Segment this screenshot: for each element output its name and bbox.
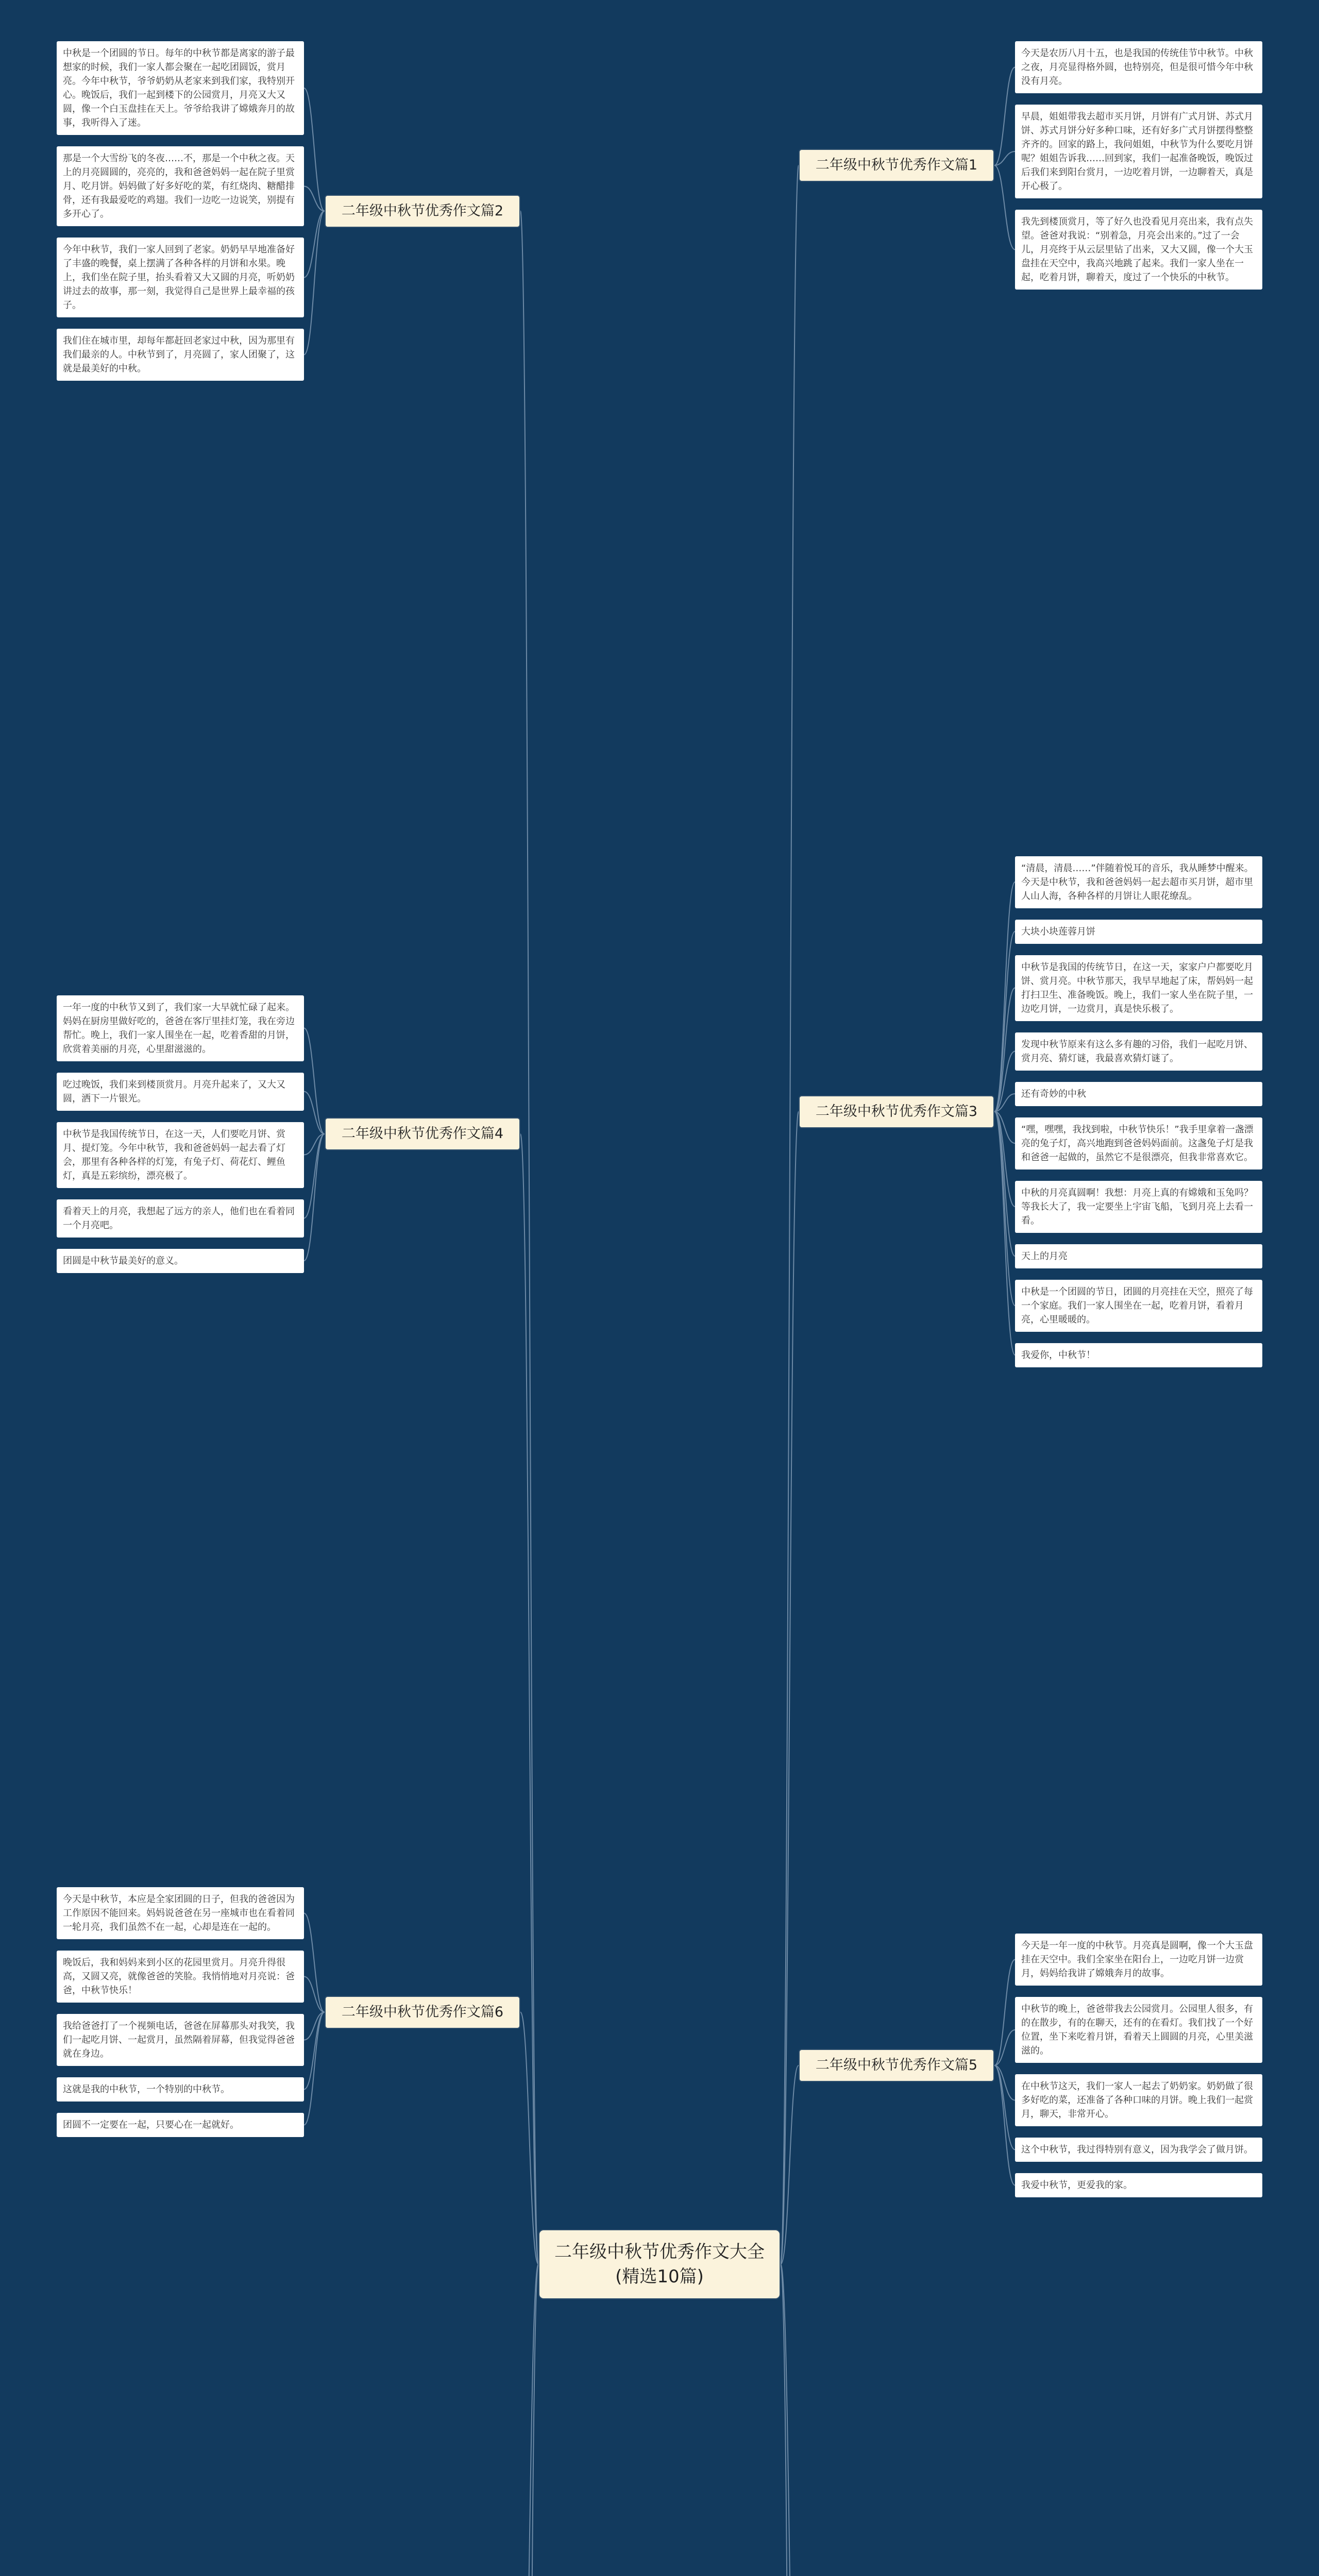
leaf-note[interactable]: 中秋是一个团圆的节日。每年的中秋节都是离家的游子最想家的时候，我们一家人都会聚在一起吃团圆饭，赏月亮。今年中秋节，爷爷奶奶从老家来到我们家，我特别开心。晚饭后，我们一起到楼下的公园赏月，月亮又大又圆，像一个白玉盘挂在天上。爷爷给我讲了嫦娥奔月的故事，我听得入了迷。 bbox=[57, 41, 304, 135]
connector-line bbox=[304, 1134, 325, 1261]
leaf-note[interactable]: 今天是农历八月十五，也是我国的传统佳节中秋节。中秋之夜，月亮显得格外圆，也特别亮，但是很可惜今年中秋没有月亮。 bbox=[1015, 41, 1262, 93]
connector-line bbox=[304, 1134, 325, 1218]
connector-line bbox=[781, 165, 799, 2264]
leaf-note[interactable]: 我先到楼顶赏月，等了好久也没看见月亮出来，我有点失望。爸爸对我说：“别着急，月亮会出来的。”过了一会儿，月亮终于从云层里钻了出来，又大又圆，像一个大玉盘挂在天空中，我高兴地跳了起来。我们一家人坐在一起，吃着月饼，聊着天，度过了一个快乐的中秋节。 bbox=[1015, 210, 1262, 290]
connector-line bbox=[994, 1960, 1015, 2066]
leaf-note[interactable]: 发现中秋节原来有这么多有趣的习俗，我们一起吃月饼、赏月亮、猜灯谜，我最喜欢猜灯谜了。 bbox=[1015, 1032, 1262, 1071]
connector-line bbox=[994, 151, 1015, 165]
root-topic[interactable]: 二年级中秋节优秀作文大全(精选10篇) bbox=[538, 2229, 781, 2299]
connector-line bbox=[304, 211, 325, 278]
leaf-note[interactable]: 中秋的月亮真圆啊！我想：月亮上真的有嫦娥和玉兔吗？等我长大了，我一定要坐上宇宙飞船，飞到月亮上去看一看。 bbox=[1015, 1181, 1262, 1233]
leaf-note[interactable]: 我们住在城市里，却每年都赶回老家过中秋，因为那里有我们最亲的人。中秋节到了，月亮圆了，家人团聚了，这就是最美好的中秋。 bbox=[57, 329, 304, 381]
leaf-note[interactable]: 吃过晚饭，我们来到楼顶赏月。月亮升起来了，又大又圆，洒下一片银光。 bbox=[57, 1073, 304, 1111]
leaf-note[interactable]: 在中秋节这天，我们一家人一起去了奶奶家。奶奶做了很多好吃的菜，还准备了各种口味的月饼。晚上我们一起赏月，聊天，非常开心。 bbox=[1015, 2074, 1262, 2126]
leaf-note[interactable]: 我给爸爸打了一个视频电话，爸爸在屏幕那头对我笑，我们一起吃月饼、一起赏月，虽然隔着屏幕，但我觉得爸爸就在身边。 bbox=[57, 2014, 304, 2066]
connector-line bbox=[304, 1913, 325, 2012]
connector-line bbox=[304, 1977, 325, 2012]
leaf-note[interactable]: “嘿，嘿嘿，我找到啦，中秋节快乐！”我手里拿着一盏漂亮的兔子灯，高兴地跑到爸爸妈妈面前。这盏兔子灯是我和爸爸一起做的，虽然它不是很漂亮，但我非常喜欢它。 bbox=[1015, 1117, 1262, 1170]
branch-topic[interactable]: 二年级中秋节优秀作文篇4 bbox=[325, 1117, 520, 1150]
connector-line bbox=[994, 882, 1015, 1112]
leaf-note[interactable]: 我爱中秋节，更爱我的家。 bbox=[1015, 2173, 1262, 2197]
leaf-note[interactable]: 晚饭后，我和妈妈来到小区的花园里赏月。月亮升得很高，又圆又亮，就像爸爸的笑脸。我悄悄地对月亮说：爸爸，中秋节快乐！ bbox=[57, 1951, 304, 2003]
leaf-note[interactable]: 这就是我的中秋节，一个特别的中秋节。 bbox=[57, 2077, 304, 2102]
leaf-note[interactable]: “清晨，清晨……”伴随着悦耳的音乐，我从睡梦中醒来。今天是中秋节，我和爸爸妈妈一起去超市买月饼，超市里人山人海，各种各样的月饼让人眼花缭乱。 bbox=[1015, 856, 1262, 908]
connector-line bbox=[994, 1112, 1015, 1306]
leaf-note[interactable]: 中秋节的晚上，爸爸带我去公园赏月。公园里人很多，有的在散步，有的在聊天，还有的在看灯。我们找了一个好位置，坐下来吃着月饼，看着天上圆圆的月亮，心里美滋滋的。 bbox=[1015, 1997, 1262, 2063]
connector-line bbox=[994, 165, 1015, 250]
connector-line bbox=[304, 88, 325, 211]
leaf-note[interactable]: 天上的月亮 bbox=[1015, 1244, 1262, 1268]
leaf-note[interactable]: 今天是一年一度的中秋节。月亮真是圆啊，像一个大玉盘挂在天空中。我们全家坐在阳台上，一边吃月饼一边赏月，妈妈给我讲了嫦娥奔月的故事。 bbox=[1015, 1934, 1262, 1986]
branch-topic[interactable]: 二年级中秋节优秀作文篇6 bbox=[325, 1996, 520, 2029]
leaf-note[interactable]: 这个中秋节，我过得特别有意义，因为我学会了做月饼。 bbox=[1015, 2138, 1262, 2162]
branch-topic[interactable]: 二年级中秋节优秀作文篇2 bbox=[325, 195, 520, 228]
leaf-note[interactable]: 团圆是中秋节最美好的意义。 bbox=[57, 1249, 304, 1273]
connector-line bbox=[994, 931, 1015, 1112]
connector-line bbox=[994, 2065, 1015, 2150]
leaf-note[interactable]: 今天是中秋节，本应是全家团圆的日子，但我的爸爸因为工作原因不能回来。妈妈说爸爸在另一座城市也在看着同一轮月亮，我们虽然不在一起，心却是连在一起的。 bbox=[57, 1887, 304, 1939]
connector-line bbox=[520, 211, 538, 2265]
leaf-note[interactable]: 看着天上的月亮，我想起了远方的亲人，他们也在看着同一个月亮吧。 bbox=[57, 1199, 304, 1238]
leaf-note[interactable]: 还有奇妙的中秋 bbox=[1015, 1082, 1262, 1106]
leaf-note[interactable]: 团圆不一定要在一起，只要心在一起就好。 bbox=[57, 2113, 304, 2137]
leaf-note[interactable]: 中秋节是我国传统节日，在这一天，人们要吃月饼、赏月、提灯笼。今年中秋节，我和爸爸妈妈一起去看了灯会，那里有各种各样的灯笼，有兔子灯、荷花灯、鲤鱼灯，真是五彩缤纷，漂亮极了。 bbox=[57, 1122, 304, 1188]
connector-line bbox=[304, 1028, 325, 1134]
connector-line bbox=[994, 1112, 1015, 1355]
leaf-note[interactable]: 大块小块莲蓉月饼 bbox=[1015, 920, 1262, 944]
leaf-note[interactable]: 我爱你，中秋节！ bbox=[1015, 1343, 1262, 1367]
connector-line bbox=[304, 2012, 325, 2125]
leaf-note[interactable]: 早晨，姐姐带我去超市买月饼，月饼有广式月饼、苏式月饼、苏式月饼分好多种口味，还有好多广式月饼摆得整整齐齐的。回家的路上，我问姐姐，中秋节为什么要吃月饼呢？姐姐告诉我……回到家，我们一起准备晚饭，晚饭过后我们来到阳台赏月，一边吃着月饼，一边聊着天，真是开心极了。 bbox=[1015, 105, 1262, 198]
leaf-note[interactable]: 那是一个大雪纷飞的冬夜……不，那是一个中秋之夜。天上的月亮圆圆的，亮亮的，我和爸爸妈妈一起在院子里赏月、吃月饼。妈妈做了好多好吃的菜，有红烧肉、糖醋排骨，还有我最爱吃的鸡翅。我们一边吃一边说笑，别提有多开心了。 bbox=[57, 146, 304, 226]
branch-topic[interactable]: 二年级中秋节优秀作文篇5 bbox=[799, 2049, 994, 2082]
connector-line bbox=[304, 211, 325, 355]
connector-line bbox=[304, 1092, 325, 1134]
leaf-note[interactable]: 今年中秋节，我们一家人回到了老家。奶奶早早地准备好了丰盛的晚餐，桌上摆满了各种各样的月饼和水果。晚上，我们坐在院子里，抬头看着又大又圆的月亮，听奶奶讲过去的故事，那一刻，我觉得自己是世界上最幸福的孩子。 bbox=[57, 238, 304, 317]
connector-line bbox=[994, 2030, 1015, 2065]
leaf-note[interactable]: 中秋是一个团圆的节日，团圆的月亮挂在天空，照亮了每一个家庭。我们一家人围坐在一起，吃着月饼，看着月亮，心里暖暖的。 bbox=[1015, 1280, 1262, 1332]
branch-topic[interactable]: 二年级中秋节优秀作文篇1 bbox=[799, 149, 994, 182]
leaf-note[interactable]: 中秋节是我国的传统节日，在这一天，家家户户都要吃月饼、赏月亮。中秋节那天，我早早地起了床，帮妈妈一起打扫卫生、准备晚饭。晚上，我们一家人坐在院子里，一边吃月饼，一边赏月，真是快乐极了。 bbox=[1015, 955, 1262, 1021]
connector-line bbox=[304, 2012, 325, 2090]
leaf-note[interactable]: 一年一度的中秋节又到了，我们家一大早就忙碌了起来。妈妈在厨房里做好吃的，爸爸在客厅里挂灯笼，我在旁边帮忙。晚上，我们一家人围坐在一起，吃着香甜的月饼，欣赏着美丽的月亮，心里甜滋滋的。 bbox=[57, 995, 304, 1061]
connector-line bbox=[994, 67, 1015, 166]
branch-topic[interactable]: 二年级中秋节优秀作文篇3 bbox=[799, 1095, 994, 1128]
